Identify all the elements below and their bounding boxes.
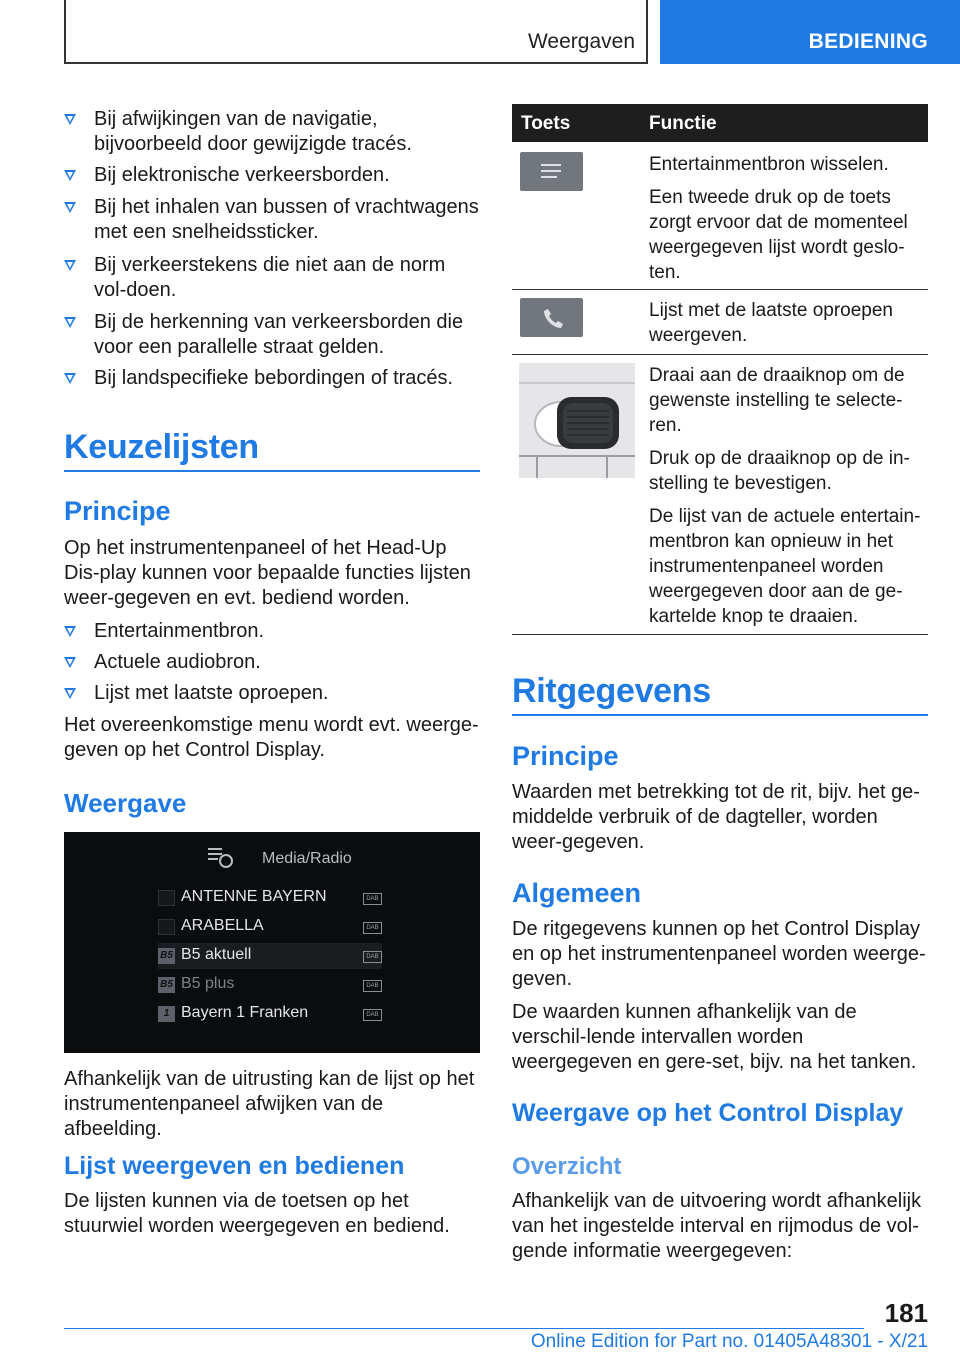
heading-weergave: Weergave (64, 788, 187, 818)
list-item: Bij afwijkingen van de navigatie, bijvoorbeeld door gewijzigde tracés. (64, 107, 480, 157)
list-item: Bij de herkenning van verkeersborden die voor een parallelle straat gelden. (64, 310, 480, 360)
heading-algemeen: Algemeen (512, 878, 642, 908)
station-logo-icon (158, 919, 175, 935)
bullet-triangle-icon (64, 657, 76, 668)
table-header (512, 104, 928, 142)
heading-principe: Principe (64, 496, 171, 526)
station-row: 1 Bayern 1 Franken DAB (158, 1001, 382, 1027)
list-item: Entertainmentbron. (64, 619, 480, 644)
algemeen-paragraph-2: De waarden kunnen afhankelijk van de verschil-lende intervallen worden weergegeven en gere-set, bijv. na het tanken. (512, 1001, 917, 1073)
bullet-triangle-icon (64, 202, 76, 213)
footer-edition: Online Edition for Part no. 01405A48301 - X/21 (530, 1331, 928, 1352)
table-cell-row1: Entertainmentbron wisselen. Een tweede druk op de toets zorgt ervoor dat de momenteel weergegeven lijst wordt geslo-ten. (649, 154, 908, 283)
station-row: ANTENNE BAYERN DAB (158, 885, 382, 911)
table-row-divider (512, 634, 928, 635)
algemeen-paragraph-1: De ritgegevens kunnen op het Control Display en op het instrumentenpaneel worden weerge-geven. (512, 918, 926, 990)
principe-paragraph: Op het instrumentenpaneel of het Head-Up Dis-play kunnen voor bepaalde functies lijsten weer-gegeven en evt. bediend worden. (64, 537, 471, 609)
station-logo-icon: B5 (158, 977, 175, 993)
heading-rule (512, 714, 928, 716)
lijst-paragraph: De lijsten kunnen via de toetsen op het stuurwiel worden weergegeven en bediend. (64, 1190, 450, 1237)
station-logo-icon: B5 (158, 948, 175, 964)
station-row: B5 B5 aktuell DAB (158, 943, 382, 969)
table-cell-row2: Lijst met de laatste oproepen weergeven. (649, 300, 893, 346)
phone-key-button-image (520, 298, 583, 337)
heading-lijst: Lijst weergeven en bedienen (64, 1152, 405, 1180)
list-item: Bij het inhalen van bussen of vrachtwagens met een snelheidssticker. (64, 195, 480, 245)
heading-principe-right: Principe (512, 741, 619, 771)
table-row-divider (512, 354, 928, 355)
heading-overzicht: Overzicht (512, 1153, 622, 1180)
page-number: 181 (884, 1298, 928, 1328)
heading-ritgegevens: Ritgegevens (512, 672, 711, 710)
bullet-triangle-icon (64, 626, 76, 637)
bullet-triangle-icon (64, 317, 76, 328)
dab-icon: DAB (363, 951, 382, 963)
table-row-divider (512, 289, 928, 290)
bullet-triangle-icon (64, 688, 76, 699)
chapter-title: BEDIENING (808, 30, 928, 53)
ritgegevens-principe-paragraph: Waarden met betrekking tot de rit, bijv. het ge-middelde verbruik of de dagteller, worden weer-gegeven. (512, 781, 920, 853)
bullet-triangle-icon (64, 114, 76, 125)
list-item: Bij elektronische verkeersborden. (64, 163, 480, 188)
media-radio-icon (207, 846, 233, 868)
image-caption: Afhankelijk van de uitrusting kan de lijst op het instrumentenpaneel afwijken van de afbeelding. (64, 1068, 475, 1140)
dab-icon: DAB (363, 1009, 382, 1021)
bullet-triangle-icon (64, 373, 76, 384)
phone-icon (520, 298, 583, 337)
overzicht-paragraph: Afhankelijk van de uitvoering wordt afhankelijk van het ingestelde interval en rijmodus de vol-gende informatie weergegeven: (512, 1190, 922, 1262)
dab-icon: DAB (363, 980, 382, 992)
media-radio-display-image (64, 832, 480, 1053)
heading-control-display: Weergave op het Control Display (512, 1099, 904, 1127)
table-header-functie: Functie (649, 113, 717, 134)
list-item: Bij landspecifieke bebordingen of tracés. (64, 366, 480, 391)
list-item: Bij verkeerstekens die niet aan de norm vol-doen. (64, 253, 480, 303)
rotary-knob-icon (519, 363, 635, 478)
section-title: Weergaven (527, 30, 635, 53)
footer-rule (64, 1328, 864, 1329)
station-row: B5 B5 plus DAB (158, 972, 382, 998)
list-icon (520, 152, 583, 191)
rotary-knob-image (519, 363, 635, 478)
station-logo-icon (158, 890, 175, 906)
station-logo-icon: 1 (158, 1006, 175, 1022)
bullet-triangle-icon (64, 260, 76, 271)
heading-keuzelijsten: Keuzelijsten (64, 428, 259, 466)
table-cell-row3: Draai aan de draaiknop om de gewenste instelling te selecte-ren. Druk op de draaiknop op de in-stelling te bevestigen. De lijst van de actuele entertain-mentbron kan opnieuw in het instrumentenpaneel worden weergegeven door aan de ge-kartelde knop te draaien. (649, 365, 921, 627)
menu-paragraph: Het overeenkomstige menu wordt evt. weerge-geven op het Control Display. (64, 714, 479, 761)
list-item: Actuele audiobron. (64, 650, 480, 675)
list-key-button-image (520, 152, 583, 191)
bullet-triangle-icon (64, 170, 76, 181)
table-header-toets: Toets (521, 113, 571, 134)
dab-icon: DAB (363, 893, 382, 905)
dab-icon: DAB (363, 922, 382, 934)
list-item: Lijst met laatste oproepen. (64, 681, 480, 706)
station-row: ARABELLA DAB (158, 914, 382, 940)
heading-rule (64, 470, 480, 472)
display-title: Media/Radio (262, 850, 352, 867)
